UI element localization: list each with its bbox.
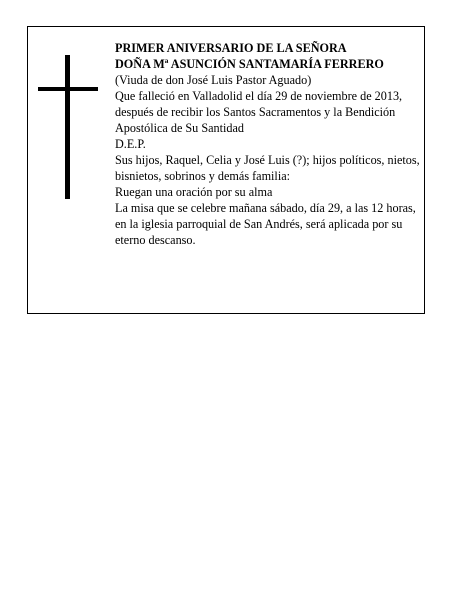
obituary-notice xyxy=(27,26,425,314)
notice-title-line-1: PRIMER ANIVERSARIO DE LA SEÑORA xyxy=(115,41,347,55)
prayer-request: Ruegan una oración por su alma xyxy=(115,185,273,199)
widow-of-line: (Viuda de don José Luis Pastor Aguado) xyxy=(115,73,312,87)
cross-vertical-bar xyxy=(65,55,70,199)
death-statement: Que falleció en Valladolid el día 29 de noviembre de 2013, después de recibir los Santos Sacramentos y la Bendición Apostólica de Su Santidad xyxy=(115,89,403,135)
family-line: Sus hijos, Raquel, Celia y José Luis (?); hijos políticos, nietos, bisnietos, sobrinos y demás familia: xyxy=(115,153,420,183)
cross-icon xyxy=(38,55,98,199)
mass-info: La misa que se celebre mañana sábado, día 29, a las 12 horas, en la iglesia parroquial de San Andrés, será aplicada por su eterno descanso. xyxy=(115,201,416,247)
rip-line: D.E.P. xyxy=(115,137,146,151)
notice-title-line-2: DOÑA Mª ASUNCIÓN SANTAMARÍA FERRERO xyxy=(115,57,384,71)
notice-text xyxy=(115,40,421,248)
cross-horizontal-bar xyxy=(38,87,98,91)
